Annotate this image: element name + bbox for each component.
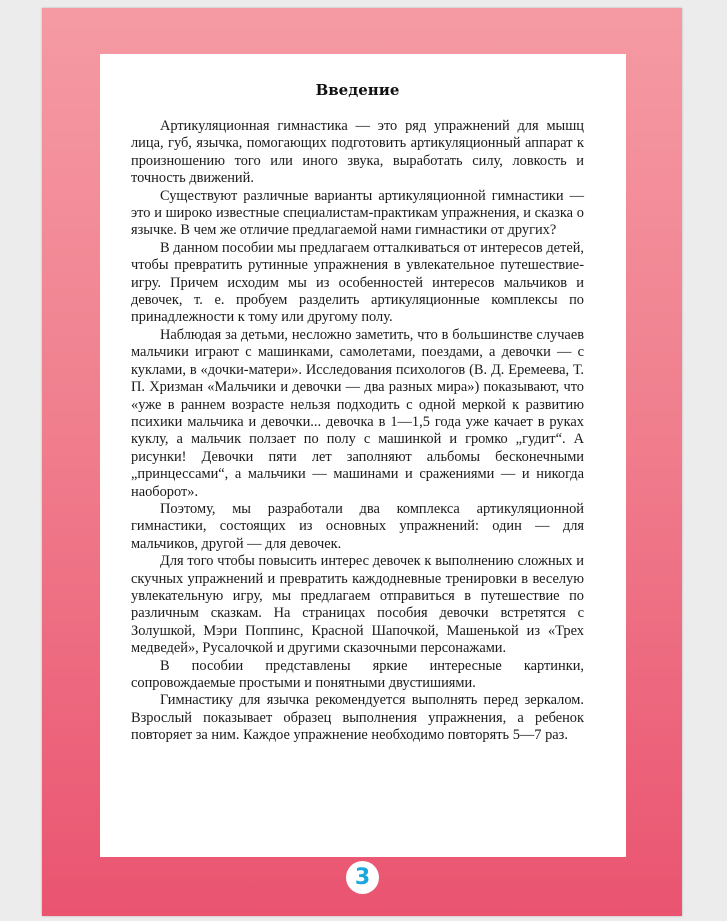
paragraph-8: Гимнастику для язычка рекомендуется выполнять перед зеркалом. Взрослый показывает образец выполнения упражнения, а ребенок повторяет за ним. Каждое упражнение необходимо повторять 5—7 раз. xyxy=(131,692,584,744)
paragraph-6: Для того чтобы повысить интерес девочек к выполнению сложных и скучных упражнений и превратить каждодневные тренировки в веселую увлекательную игру, мы предлагаем отправиться в путешествие по различным сказкам. На страницах пособия девочки встретятся с Золушкой, Мэри Поппинс, Красной Шапочкой, Машенькой из «Трех медведей», Русалочкой и другими сказочными персонажами. xyxy=(131,553,584,657)
paragraph-5: Поэтому, мы разработали два комплекса артикуляционной гимнастики, состоящих из основных упражнений: один — для мальчиков, другой — для девочек. xyxy=(131,500,584,552)
paragraph-3: В данном пособии мы предлагаем отталкиваться от интересов детей, чтобы превратить рутинные упражнения в увлекательное путешествие-игру. Причем исходим мы из особенностей интересов мальчиков и девочек, т. е. пробуем разделить артикуляционные комплексы по принадлежности к тому или другому полу. xyxy=(131,239,584,326)
book-page xyxy=(42,8,682,916)
page-number-badge xyxy=(346,861,379,894)
text-panel xyxy=(100,54,626,857)
paragraph-4: Наблюдая за детьми, несложно заметить, что в большинстве случаев мальчики играют с машинками, самолетами, поездами, а девочки — с куклами, в «дочки-матери». Исследования психологов (В. Д. Еремеева, Т. П. Хризман «Мальчики и девочки — два разных мира») показывают, что «уже в раннем возрасте нельзя подходить с одной меркой к развитию психики мальчика и девочки... девочка в 1—1,5 года уже качает в руках куклу, а мальчик ползает по полу с машинкой и громко „гудит“. А рисунки! Девочки пяти лет заполняют альбомы бесконечными „принцессами“, а мальчики — машинами и сражениями — и никогда наоборот». xyxy=(131,326,584,500)
paragraph-1: Артикуляционная гимнастика — это ряд упражнений для мышц лица, губ, язычка, помогающих подготовить артикуляционный аппарат к произношению того или иного звука, выработать силу, ловкость и точность движений. xyxy=(131,118,584,187)
page-number: 3 xyxy=(354,864,371,890)
paragraph-2: Существуют различные варианты артикуляционной гимнастики — это и широко известные специалистам-практикам упражнения, и сказка о язычке. В чем же отличие предлагаемой нами гимнастики от других? xyxy=(131,187,584,239)
paragraph-7: В пособии представлены яркие интересные картинки, сопровождаемые простыми и понятными двустишиями. xyxy=(131,657,584,691)
page-title: Введение xyxy=(315,81,400,99)
